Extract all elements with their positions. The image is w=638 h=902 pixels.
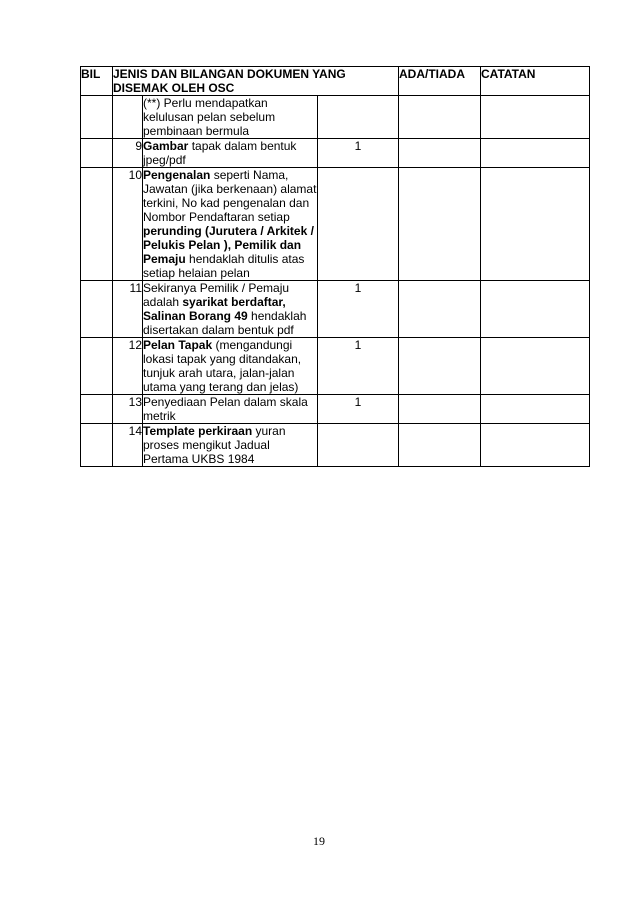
ada-tiada-cell[interactable] <box>399 168 481 281</box>
ada-tiada-cell[interactable] <box>399 338 481 395</box>
table-row <box>81 281 590 338</box>
description-text: (**) Perlu mendapatkan kelulusan pelan sebelum pembinaan bermula <box>143 96 276 138</box>
item-number: 9 <box>113 139 143 168</box>
catatan-cell[interactable] <box>481 395 590 424</box>
table-row <box>81 424 590 467</box>
header-catatan: CATATAN <box>481 67 590 96</box>
bil-outer-cell <box>81 424 113 467</box>
item-description <box>143 395 318 424</box>
description-bold-text: perunding (Jurutera / Arkitek / Pelukis Pelan ), Pemilik dan Pemaju <box>143 224 314 266</box>
catatan-cell[interactable] <box>481 168 590 281</box>
catatan-cell[interactable] <box>481 139 590 168</box>
bil-outer-cell <box>81 168 113 281</box>
header-bil: BIL <box>81 67 113 96</box>
description-text: seperti Nama, Jawatan (jika berkenaan) alamat terkini, No kad pengenalan dan Nombor Pendaftaran setiap <box>143 168 317 224</box>
description-bold-text: Pengenalan <box>143 168 211 182</box>
table-row <box>81 168 590 281</box>
table-row <box>81 139 590 168</box>
bil-outer-cell <box>81 281 113 338</box>
description-text: hendaklah disertakan dalam bentuk pdf <box>143 309 307 337</box>
description-bold-text: syarikat berdaftar, Salinan Borang 49 <box>143 295 286 323</box>
table-header-row <box>81 67 590 96</box>
item-description <box>143 168 318 281</box>
item-description <box>143 281 318 338</box>
catatan-cell[interactable] <box>481 281 590 338</box>
description-bold-text: Gambar <box>143 139 189 153</box>
table-row <box>81 338 590 395</box>
item-description <box>143 338 318 395</box>
description-text: hendaklah ditulis atas setiap helaian pelan <box>143 252 305 280</box>
ada-tiada-cell[interactable] <box>399 139 481 168</box>
ada-tiada-cell[interactable] <box>399 281 481 338</box>
catatan-cell[interactable] <box>481 338 590 395</box>
item-number: 12 <box>113 338 143 395</box>
document-checklist-table <box>80 66 590 467</box>
table-row <box>81 395 590 424</box>
document-count <box>318 96 399 139</box>
document-count: 1 <box>318 338 399 395</box>
item-description <box>143 139 318 168</box>
document-count <box>318 168 399 281</box>
description-text: Sekiranya Pemilik / Pemaju adalah <box>143 281 290 309</box>
description-bold-text: Pelan Tapak <box>143 338 213 352</box>
ada-tiada-cell[interactable] <box>399 424 481 467</box>
header-ada-tiada: ADA/TIADA <box>399 67 481 96</box>
bil-outer-cell <box>81 139 113 168</box>
item-description <box>143 424 318 467</box>
document-count: 1 <box>318 281 399 338</box>
description-text: Penyediaan Pelan dalam skala metrik <box>143 395 308 423</box>
table-body <box>81 96 590 467</box>
document-count: 1 <box>318 139 399 168</box>
item-number: 10 <box>113 168 143 281</box>
bil-outer-cell <box>81 96 113 139</box>
catatan-cell[interactable] <box>481 424 590 467</box>
bil-outer-cell <box>81 338 113 395</box>
page-number: 19 <box>313 834 325 848</box>
description-text: (mengandungi lokasi tapak yang ditandakan, tunjuk arah utara, jalan-jalan utama yang terang dan jelas) <box>143 338 302 394</box>
ada-tiada-cell[interactable] <box>399 96 481 139</box>
table-row <box>81 96 590 139</box>
item-number: 13 <box>113 395 143 424</box>
item-number: 11 <box>113 281 143 338</box>
item-number <box>113 96 143 139</box>
bil-outer-cell <box>81 395 113 424</box>
document-count <box>318 424 399 467</box>
catatan-cell[interactable] <box>481 96 590 139</box>
item-description <box>143 96 318 139</box>
description-bold-text: Template perkiraan <box>143 424 253 438</box>
ada-tiada-cell[interactable] <box>399 395 481 424</box>
description-text: yuran proses mengikut Jadual Pertama UKBS 1984 <box>143 424 286 466</box>
description-text: tapak dalam bentuk jpeg/pdf <box>143 139 297 167</box>
document-count: 1 <box>318 395 399 424</box>
item-number: 14 <box>113 424 143 467</box>
header-jenis-dokumen: JENIS DAN BILANGAN DOKUMEN YANG DISEMAK OLEH OSC <box>113 67 399 96</box>
